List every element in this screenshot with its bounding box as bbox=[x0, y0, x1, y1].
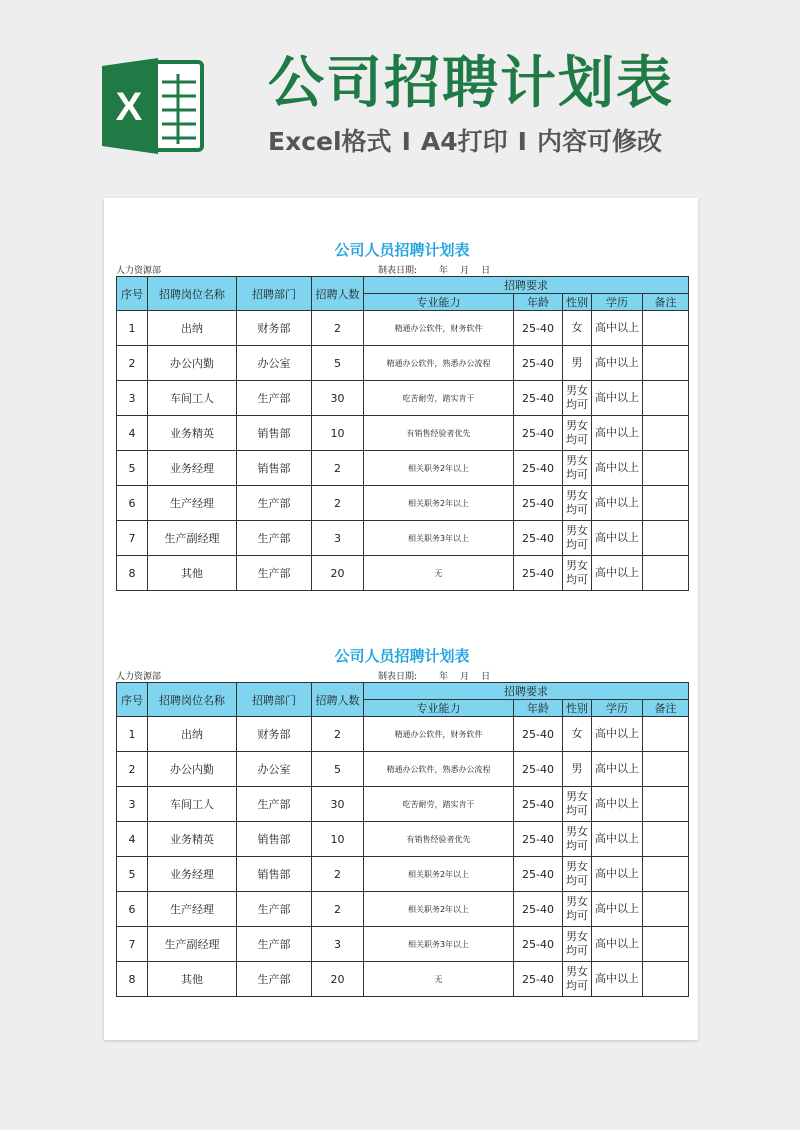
cell-gender: 男女均可 bbox=[563, 822, 592, 857]
subtitle-separator: I bbox=[401, 127, 411, 156]
table-row bbox=[117, 857, 689, 892]
cell-note bbox=[643, 822, 689, 857]
header-gender: 性别 bbox=[563, 294, 592, 311]
subtitle-separator: I bbox=[517, 127, 527, 156]
cell-education: 高中以上 bbox=[592, 752, 643, 787]
cell-skill: 吃苦耐劳，踏实肯干 bbox=[364, 381, 514, 416]
cell-education: 高中以上 bbox=[592, 451, 643, 486]
cell-seq: 5 bbox=[117, 451, 148, 486]
cell-age: 25-40 bbox=[514, 717, 563, 752]
table-row bbox=[117, 486, 689, 521]
cell-gender: 男女均可 bbox=[563, 521, 592, 556]
cell-note bbox=[643, 752, 689, 787]
cell-position: 生产经理 bbox=[148, 892, 237, 927]
cell-gender: 男女均可 bbox=[563, 451, 592, 486]
table-header-row bbox=[117, 683, 689, 700]
cell-skill: 相关职务2年以上 bbox=[364, 451, 514, 486]
cell-count: 2 bbox=[312, 451, 364, 486]
cell-note bbox=[643, 311, 689, 346]
cell-skill: 有销售经验者优先 bbox=[364, 416, 514, 451]
cell-education: 高中以上 bbox=[592, 381, 643, 416]
table-header-row bbox=[117, 277, 689, 294]
cell-note bbox=[643, 927, 689, 962]
table-row bbox=[117, 717, 689, 752]
table-row bbox=[117, 962, 689, 997]
cell-skill: 吃苦耐劳，踏实肯干 bbox=[364, 787, 514, 822]
table-row bbox=[117, 822, 689, 857]
header-position: 招聘岗位名称 bbox=[148, 277, 237, 311]
header-dept: 招聘部门 bbox=[237, 277, 312, 311]
cell-gender: 男女均可 bbox=[563, 857, 592, 892]
cell-note bbox=[643, 556, 689, 591]
cell-education: 高中以上 bbox=[592, 787, 643, 822]
cell-seq: 1 bbox=[117, 717, 148, 752]
cell-seq: 8 bbox=[117, 556, 148, 591]
cell-age: 25-40 bbox=[514, 381, 563, 416]
meta-row bbox=[116, 262, 688, 276]
cell-education: 高中以上 bbox=[592, 486, 643, 521]
table-row bbox=[117, 892, 689, 927]
cell-dept: 生产部 bbox=[237, 927, 312, 962]
cell-age: 25-40 bbox=[514, 451, 563, 486]
cell-position: 生产经理 bbox=[148, 486, 237, 521]
cell-position: 出纳 bbox=[148, 717, 237, 752]
cell-count: 3 bbox=[312, 927, 364, 962]
cell-skill: 精通办公软件，熟悉办公流程 bbox=[364, 752, 514, 787]
cell-count: 30 bbox=[312, 787, 364, 822]
cell-gender: 男女均可 bbox=[563, 787, 592, 822]
date-year: 年 bbox=[439, 672, 449, 682]
date-year: 年 bbox=[439, 266, 449, 276]
subtitle-part: A4打印 bbox=[420, 127, 508, 156]
cell-age: 25-40 bbox=[514, 822, 563, 857]
cell-position: 其他 bbox=[148, 962, 237, 997]
cell-note bbox=[643, 857, 689, 892]
cell-seq: 7 bbox=[117, 927, 148, 962]
cell-education: 高中以上 bbox=[592, 521, 643, 556]
table-row bbox=[117, 311, 689, 346]
meta-row bbox=[116, 668, 688, 682]
cell-age: 25-40 bbox=[514, 556, 563, 591]
sheet-title: 公司人员招聘计划表 bbox=[334, 647, 470, 665]
cell-gender: 男女均可 bbox=[563, 556, 592, 591]
cell-skill: 相关职务2年以上 bbox=[364, 857, 514, 892]
table-row bbox=[117, 416, 689, 451]
cell-count: 5 bbox=[312, 752, 364, 787]
cell-gender: 男女均可 bbox=[563, 962, 592, 997]
date-label: 制表日期: bbox=[378, 672, 418, 682]
cell-gender: 男女均可 bbox=[563, 381, 592, 416]
date-field bbox=[378, 263, 490, 276]
page-title: 公司招聘计划表 bbox=[268, 51, 674, 116]
cell-gender: 男女均可 bbox=[563, 416, 592, 451]
banner bbox=[0, 0, 800, 190]
header-count: 招聘人数 bbox=[312, 277, 364, 311]
cell-count: 2 bbox=[312, 857, 364, 892]
cell-dept: 财务部 bbox=[237, 717, 312, 752]
cell-dept: 生产部 bbox=[237, 556, 312, 591]
cell-age: 25-40 bbox=[514, 521, 563, 556]
cell-note bbox=[643, 892, 689, 927]
subtitle-part: Excel格式 bbox=[268, 127, 392, 156]
cell-count: 2 bbox=[312, 892, 364, 927]
cell-education: 高中以上 bbox=[592, 416, 643, 451]
header-requirements: 招聘要求 bbox=[364, 277, 689, 294]
cell-note bbox=[643, 486, 689, 521]
cell-gender: 男女均可 bbox=[563, 892, 592, 927]
cell-position: 生产副经理 bbox=[148, 521, 237, 556]
cell-dept: 生产部 bbox=[237, 381, 312, 416]
cell-dept: 销售部 bbox=[237, 451, 312, 486]
cell-age: 25-40 bbox=[514, 752, 563, 787]
table-row bbox=[117, 752, 689, 787]
cell-age: 25-40 bbox=[514, 486, 563, 521]
table-row bbox=[117, 346, 689, 381]
cell-seq: 6 bbox=[117, 892, 148, 927]
table-row bbox=[117, 556, 689, 591]
header-position: 招聘岗位名称 bbox=[148, 683, 237, 717]
cell-education: 高中以上 bbox=[592, 962, 643, 997]
header-education: 学历 bbox=[592, 700, 643, 717]
cell-skill: 精通办公软件，财务软件 bbox=[364, 717, 514, 752]
cell-note bbox=[643, 416, 689, 451]
cell-position: 办公内勤 bbox=[148, 346, 237, 381]
cell-position: 业务精英 bbox=[148, 416, 237, 451]
header-note: 备注 bbox=[643, 294, 689, 311]
header-seq: 序号 bbox=[117, 277, 148, 311]
cell-dept: 生产部 bbox=[237, 486, 312, 521]
cell-gender: 男女均可 bbox=[563, 486, 592, 521]
cell-age: 25-40 bbox=[514, 787, 563, 822]
cell-note bbox=[643, 381, 689, 416]
header-education: 学历 bbox=[592, 294, 643, 311]
department-label: 人力资源部 bbox=[116, 266, 162, 276]
cell-skill: 精通办公软件，熟悉办公流程 bbox=[364, 346, 514, 381]
cell-skill: 相关职务3年以上 bbox=[364, 927, 514, 962]
recruitment-table bbox=[116, 276, 689, 591]
header-count: 招聘人数 bbox=[312, 683, 364, 717]
cell-count: 2 bbox=[312, 717, 364, 752]
cell-seq: 3 bbox=[117, 381, 148, 416]
cell-age: 25-40 bbox=[514, 962, 563, 997]
header-skill: 专业能力 bbox=[364, 294, 514, 311]
cell-seq: 7 bbox=[117, 521, 148, 556]
date-day: 日 bbox=[481, 672, 491, 682]
cell-skill: 相关职务3年以上 bbox=[364, 521, 514, 556]
document-page bbox=[104, 198, 698, 1040]
cell-dept: 办公室 bbox=[237, 752, 312, 787]
excel-logo-letter: X bbox=[115, 85, 143, 129]
page-subtitle bbox=[268, 126, 662, 158]
cell-seq: 1 bbox=[117, 311, 148, 346]
cell-seq: 4 bbox=[117, 822, 148, 857]
cell-seq: 8 bbox=[117, 962, 148, 997]
header-age: 年龄 bbox=[514, 294, 563, 311]
cell-dept: 销售部 bbox=[237, 857, 312, 892]
cell-dept: 销售部 bbox=[237, 822, 312, 857]
cell-gender: 男 bbox=[563, 752, 592, 787]
cell-position: 业务精英 bbox=[148, 822, 237, 857]
cell-education: 高中以上 bbox=[592, 822, 643, 857]
cell-gender: 男女均可 bbox=[563, 927, 592, 962]
cell-seq: 2 bbox=[117, 346, 148, 381]
cell-count: 10 bbox=[312, 416, 364, 451]
header-skill: 专业能力 bbox=[364, 700, 514, 717]
cell-note bbox=[643, 962, 689, 997]
cell-dept: 生产部 bbox=[237, 892, 312, 927]
header-dept: 招聘部门 bbox=[237, 683, 312, 717]
date-day: 日 bbox=[481, 266, 491, 276]
cell-note bbox=[643, 346, 689, 381]
recruitment-sheet bbox=[116, 644, 688, 997]
cell-position: 车间工人 bbox=[148, 787, 237, 822]
cell-count: 20 bbox=[312, 962, 364, 997]
cell-education: 高中以上 bbox=[592, 556, 643, 591]
cell-count: 3 bbox=[312, 521, 364, 556]
cell-note bbox=[643, 717, 689, 752]
header-seq: 序号 bbox=[117, 683, 148, 717]
cell-skill: 有销售经验者优先 bbox=[364, 822, 514, 857]
cell-age: 25-40 bbox=[514, 311, 563, 346]
cell-skill: 相关职务2年以上 bbox=[364, 892, 514, 927]
cell-seq: 3 bbox=[117, 787, 148, 822]
cell-age: 25-40 bbox=[514, 927, 563, 962]
cell-skill: 无 bbox=[364, 556, 514, 591]
cell-position: 出纳 bbox=[148, 311, 237, 346]
cell-education: 高中以上 bbox=[592, 857, 643, 892]
cell-seq: 2 bbox=[117, 752, 148, 787]
table-row bbox=[117, 787, 689, 822]
cell-position: 其他 bbox=[148, 556, 237, 591]
cell-position: 车间工人 bbox=[148, 381, 237, 416]
recruitment-sheet bbox=[116, 238, 688, 591]
department-label: 人力资源部 bbox=[116, 672, 162, 682]
table-row bbox=[117, 521, 689, 556]
cell-education: 高中以上 bbox=[592, 346, 643, 381]
table-row bbox=[117, 451, 689, 486]
cell-gender: 女 bbox=[563, 311, 592, 346]
cell-education: 高中以上 bbox=[592, 717, 643, 752]
cell-dept: 生产部 bbox=[237, 962, 312, 997]
cell-note bbox=[643, 451, 689, 486]
date-label: 制表日期: bbox=[378, 266, 418, 276]
recruitment-table bbox=[116, 682, 689, 997]
header-note: 备注 bbox=[643, 700, 689, 717]
cell-count: 30 bbox=[312, 381, 364, 416]
cell-count: 10 bbox=[312, 822, 364, 857]
cell-count: 2 bbox=[312, 486, 364, 521]
cell-age: 25-40 bbox=[514, 892, 563, 927]
cell-count: 2 bbox=[312, 311, 364, 346]
cell-dept: 生产部 bbox=[237, 787, 312, 822]
cell-position: 业务经理 bbox=[148, 451, 237, 486]
cell-education: 高中以上 bbox=[592, 311, 643, 346]
sheet-title: 公司人员招聘计划表 bbox=[334, 241, 470, 259]
cell-skill: 精通办公软件，财务软件 bbox=[364, 311, 514, 346]
date-month: 月 bbox=[460, 266, 470, 276]
cell-dept: 财务部 bbox=[237, 311, 312, 346]
subtitle-part: 内容可修改 bbox=[536, 127, 662, 156]
header-requirements: 招聘要求 bbox=[364, 683, 689, 700]
cell-education: 高中以上 bbox=[592, 892, 643, 927]
cell-age: 25-40 bbox=[514, 416, 563, 451]
cell-age: 25-40 bbox=[514, 346, 563, 381]
cell-gender: 男 bbox=[563, 346, 592, 381]
header-gender: 性别 bbox=[563, 700, 592, 717]
table-row bbox=[117, 927, 689, 962]
cell-education: 高中以上 bbox=[592, 927, 643, 962]
cell-note bbox=[643, 521, 689, 556]
cell-seq: 5 bbox=[117, 857, 148, 892]
cell-gender: 女 bbox=[563, 717, 592, 752]
cell-position: 办公内勤 bbox=[148, 752, 237, 787]
cell-note bbox=[643, 787, 689, 822]
cell-dept: 办公室 bbox=[237, 346, 312, 381]
header-age: 年龄 bbox=[514, 700, 563, 717]
cell-seq: 4 bbox=[117, 416, 148, 451]
date-month: 月 bbox=[460, 672, 470, 682]
cell-skill: 相关职务2年以上 bbox=[364, 486, 514, 521]
table-row bbox=[117, 381, 689, 416]
cell-seq: 6 bbox=[117, 486, 148, 521]
excel-logo-icon bbox=[100, 56, 204, 156]
cell-position: 业务经理 bbox=[148, 857, 237, 892]
cell-position: 生产副经理 bbox=[148, 927, 237, 962]
date-field bbox=[378, 669, 490, 682]
cell-skill: 无 bbox=[364, 962, 514, 997]
cell-count: 20 bbox=[312, 556, 364, 591]
cell-count: 5 bbox=[312, 346, 364, 381]
cell-dept: 生产部 bbox=[237, 521, 312, 556]
cell-age: 25-40 bbox=[514, 857, 563, 892]
cell-dept: 销售部 bbox=[237, 416, 312, 451]
